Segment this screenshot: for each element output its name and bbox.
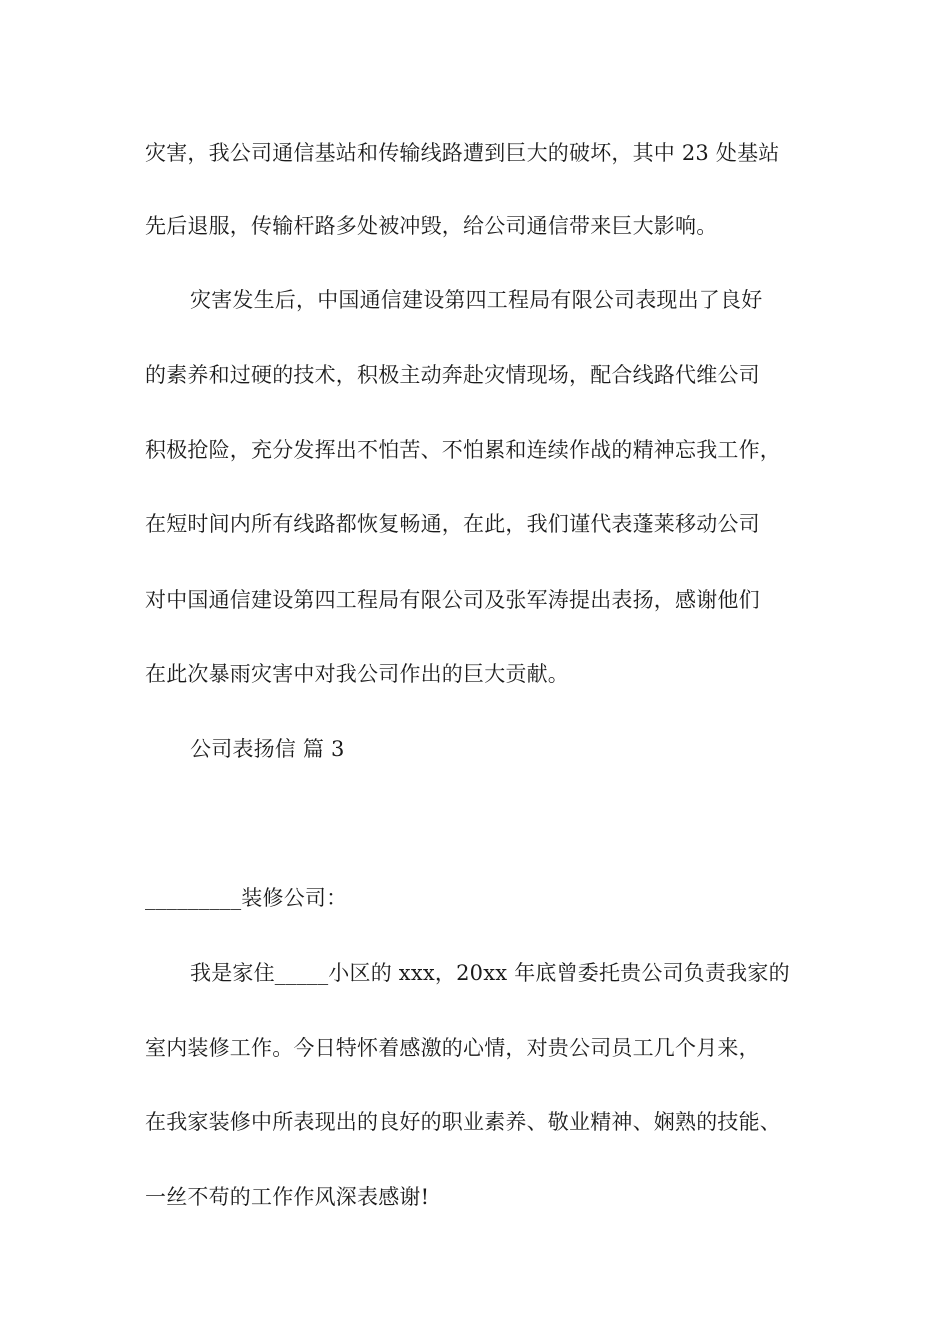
paragraph-2-line-2: 的素养和过硬的技术，积极主动奔赴灾情现场，配合线路代维公司 [145,363,760,387]
paragraph-1-line-2: 先后退服，传输杆路多处被冲毁，给公司通信带来巨大影响。 [145,214,718,238]
paragraph-3-line-1: 我是家住_____小区的 xxx，20xx 年底曾委托贵公司负责我家的 [190,961,790,985]
salutation: _________装修公司： [145,886,348,910]
paragraph-1-line-1: 灾害，我公司通信基站和传输线路遭到巨大的破坏，其中 23 处基站 [145,141,780,165]
paragraph-3-line-3: 在我家装修中所表现出的良好的职业素养、敬业精神、娴熟的技能、 [145,1110,781,1134]
paragraph-3-line-4: 一丝不苟的工作作风深表感谢! [145,1185,430,1209]
paragraph-2-line-3: 积极抢险，充分发挥出不怕苦、不怕累和连续作战的精神忘我工作， [145,438,781,462]
section-heading: 公司表扬信 篇 3 [190,737,345,761]
paragraph-3-line-2: 室内装修工作。今日特怀着感激的心情，对贵公司员工几个月来， [145,1036,760,1060]
paragraph-2-line-1: 灾害发生后，中国通信建设第四工程局有限公司表现出了良好 [190,288,763,312]
paragraph-2-line-5: 对中国通信建设第四工程局有限公司及张军涛提出表扬，感谢他们 [145,588,760,612]
paragraph-2-line-6: 在此次暴雨灾害中对我公司作出的巨大贡献。 [145,662,569,686]
paragraph-2-line-4: 在短时间内所有线路都恢复畅通，在此，我们谨代表蓬莱移动公司 [145,512,760,536]
